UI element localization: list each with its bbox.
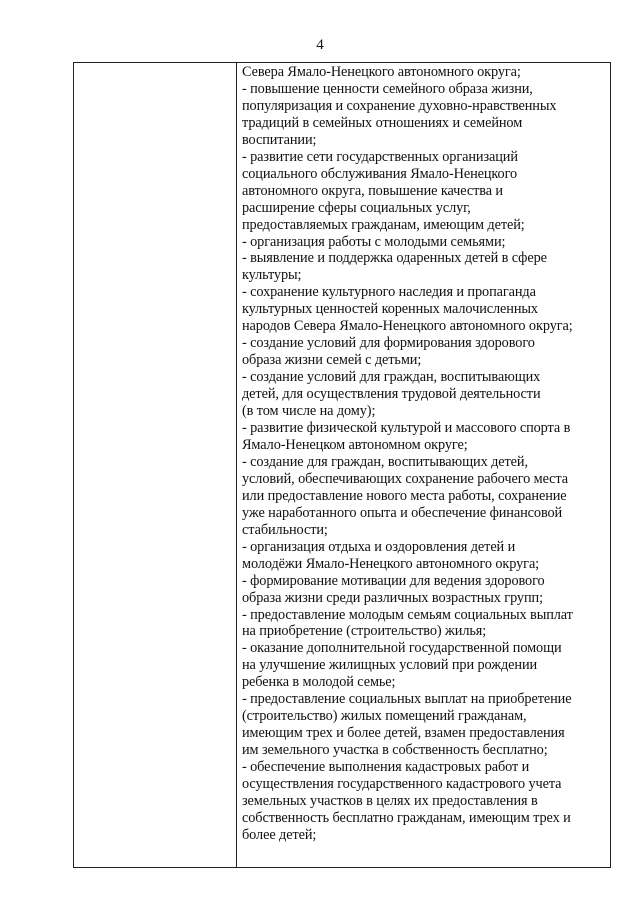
text-line: более детей; [242, 826, 317, 843]
text-line: или предоставление нового места работы, сохранение [242, 487, 567, 504]
text-line: осуществления государственного кадастрового учета [242, 776, 562, 793]
text-line: - выявление и поддержка одаренных детей в сфере [242, 250, 547, 267]
text-line: - развитие физической культурой и массового спорта в [242, 420, 571, 437]
text-line: автономного округа, повышение качества и [242, 182, 503, 199]
text-line: расширение сферы социальных услуг, [242, 199, 471, 216]
text-line: - оказание дополнительной государственной помощи [242, 640, 562, 657]
text-line: воспитании; [242, 131, 317, 148]
page-number: 4 [316, 37, 324, 53]
text-line: - развитие сети государственных организаций [242, 148, 518, 165]
text-line: - организация отдыха и оздоровления детей и [242, 538, 516, 555]
table-right-cell [242, 64, 604, 867]
text-line: стабильности; [242, 521, 328, 538]
text-line: образа жизни семей с детьми; [242, 352, 422, 369]
text-line: детей, для осуществления трудовой деятельности [242, 386, 541, 403]
text-line: культуры; [242, 267, 302, 284]
text-line: - повышение ценности семейного образа жизни, [242, 80, 533, 97]
text-line: - организация работы с молодыми семьями; [242, 233, 506, 250]
text-line: образа жизни среди различных возрастных групп; [242, 589, 543, 606]
text-line: ребенка в молодой семье; [242, 674, 396, 691]
text-line: - предоставление социальных выплат на приобретение [242, 691, 572, 708]
text-line: социального обслуживания Ямало-Ненецкого [242, 165, 518, 182]
text-line: Севера Ямало-Ненецкого автономного округа; [242, 64, 521, 80]
text-line: популяризация и сохранение духовно-нравственных [242, 97, 557, 114]
text-line: (строительство) жилых помещений гражданам, [242, 708, 527, 725]
text-line: Ямало-Ненецком автономном округе; [242, 436, 468, 453]
text-line: на улучшение жилищных условий при рождении [242, 657, 538, 674]
text-line: традиций в семейных отношениях и семейном [242, 114, 523, 131]
text-line: уже наработанного опыта и обеспечение финансовой [242, 504, 563, 521]
text-line: земельных участков в целях их предоставления в [242, 792, 538, 809]
text-line: молодёжи Ямало-Ненецкого автономного округа; [242, 555, 540, 572]
text-line: имеющим трех и более детей, взамен предоставления [242, 725, 565, 742]
text-line: (в том числе на дому); [242, 403, 376, 420]
text-line: условий, обеспечивающих сохранение рабочего места [242, 470, 568, 487]
text-line: предоставляемых гражданам, имеющим детей; [242, 216, 525, 233]
text-line: - сохранение культурного наследия и пропаганда [242, 284, 536, 301]
text-line: собственность бесплатно гражданам, имеющим трех и [242, 809, 571, 826]
table-left-cell [74, 63, 236, 867]
text-line: на приобретение (строительство) жилья; [242, 623, 487, 640]
text-line: - создание условий для формирования здорового [242, 335, 535, 352]
document-table [73, 62, 611, 868]
text-line: - создание условий для граждан, воспитывающих [242, 369, 541, 386]
text-line: им земельного участка в собственность бесплатно; [242, 742, 548, 759]
column-divider [236, 63, 237, 867]
text-line: - обеспечение выполнения кадастровых работ и [242, 759, 530, 776]
text-line: народов Севера Ямало-Ненецкого автономного округа; [242, 318, 573, 335]
text-line: - формирование мотивации для ведения здорового [242, 572, 545, 589]
text-line: - создание для граждан, воспитывающих детей, [242, 453, 528, 470]
text-line: - предоставление молодым семьям социальных выплат [242, 606, 573, 623]
text-line: культурных ценностей коренных малочисленных [242, 301, 538, 318]
